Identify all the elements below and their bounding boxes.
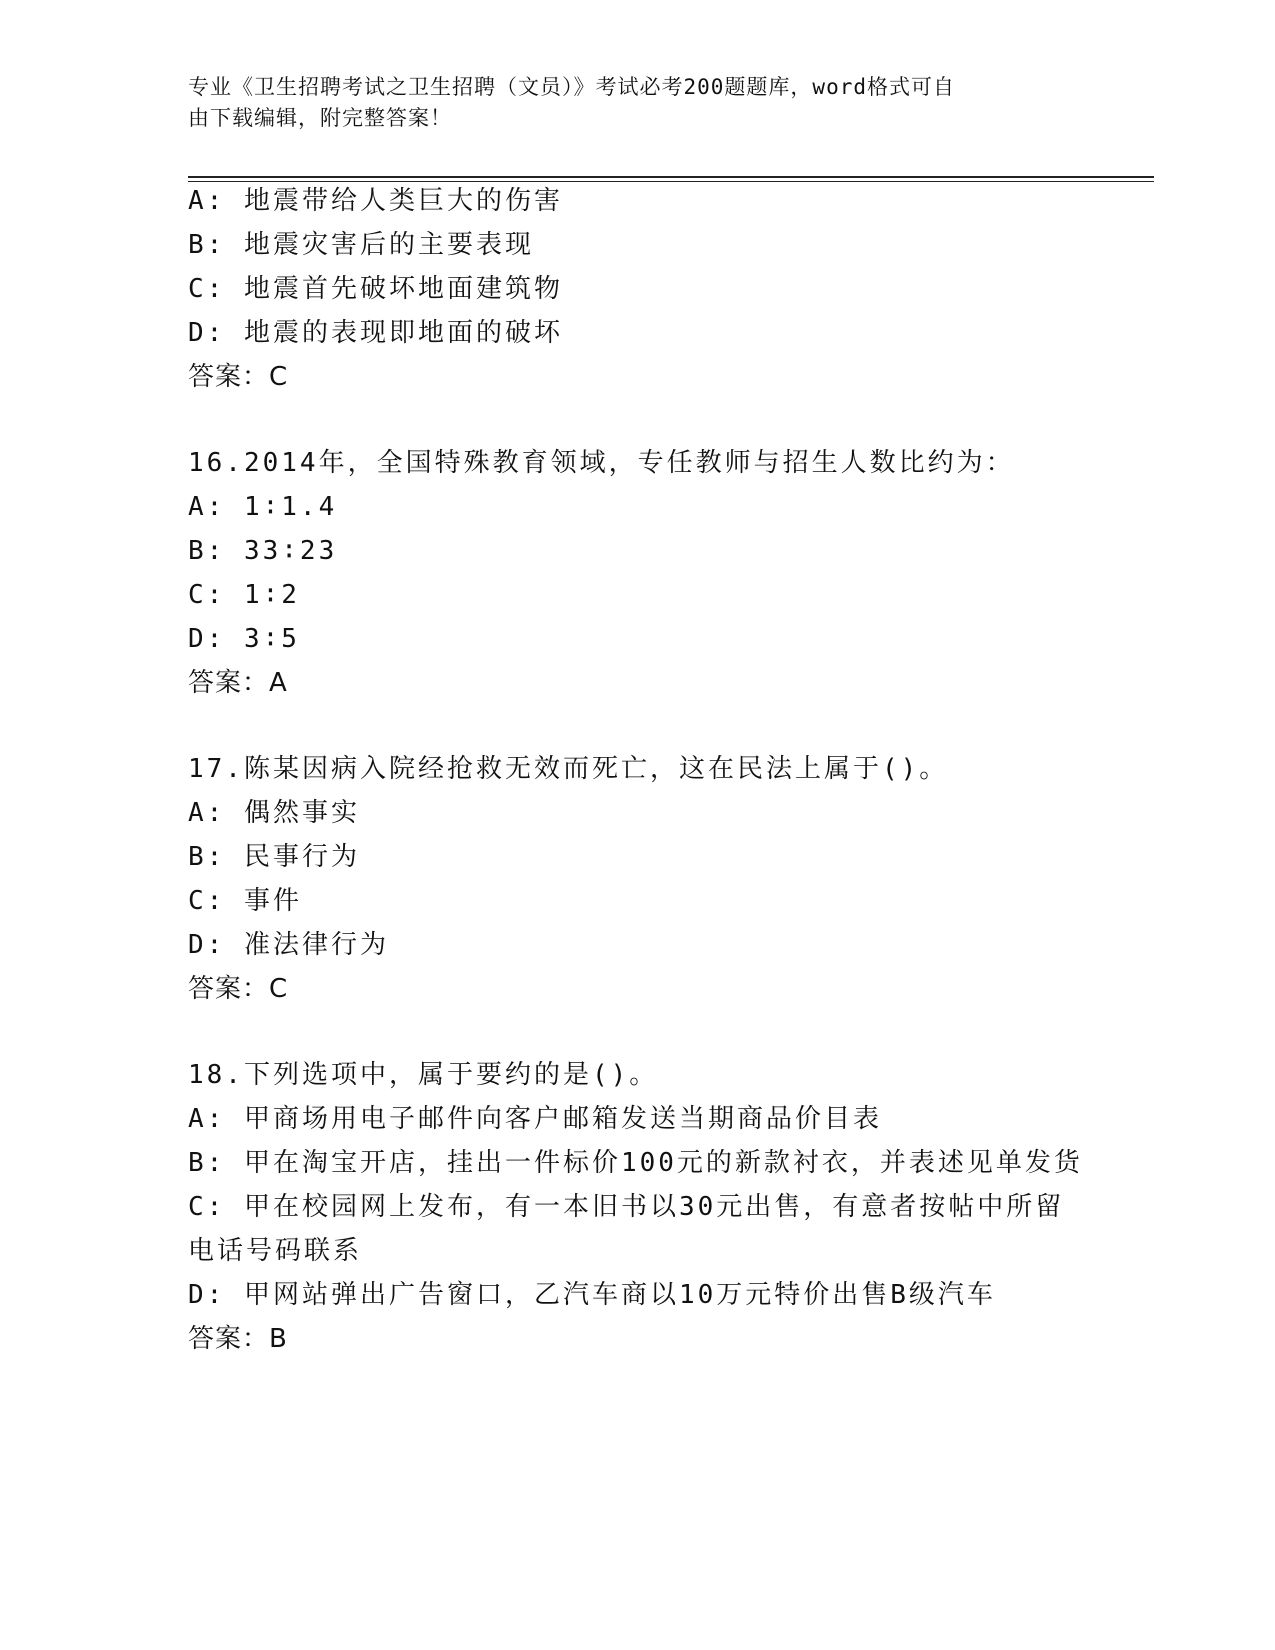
q17-stem: 17.陈某因病入院经抢救无效而死亡，这在民法上属于()。 xyxy=(188,754,949,784)
q17-option-c: C: 事件 xyxy=(188,886,302,916)
q17-option-d: D: 准法律行为 xyxy=(188,930,389,960)
q18-option-c: C: 甲在校园网上发布，有一本旧书以30元出售，有意者按帖中所留 xyxy=(188,1192,1065,1222)
q15-option-b: B: 地震灾害后的主要表现 xyxy=(188,230,534,260)
q15-option-c: C: 地震首先破坏地面建筑物 xyxy=(188,274,563,304)
q16-option-d: D: 3∶5 xyxy=(188,624,300,654)
q16-option-b: B: 33∶23 xyxy=(188,536,338,566)
q18-option-d: D: 甲网站弹出广告窗口，乙汽车商以10万元特价出售B级汽车 xyxy=(188,1280,996,1310)
q16-option-c: C: 1∶2 xyxy=(188,580,300,610)
q18-option-a: A: 甲商场用电子邮件向客户邮箱发送当期商品价目表 xyxy=(188,1104,882,1134)
q18-answer: 答案：B xyxy=(188,1324,288,1354)
q16-answer: 答案：A xyxy=(188,668,288,698)
q16-stem: 16.2014年，全国特殊教育领域，专任教师与招生人数比约为： xyxy=(188,448,1015,478)
q18-option-c-continued: 电话号码联系 xyxy=(188,1236,363,1266)
header-line-2: 由下载编辑，附完整答案！ xyxy=(188,106,452,130)
header-divider xyxy=(188,176,1154,182)
q17-option-b: B: 民事行为 xyxy=(188,842,360,872)
header-line-1: 专业《卫生招聘考试之卫生招聘（文员）》考试必考200题题库，word格式可自 xyxy=(188,75,955,99)
q18-option-b: B: 甲在淘宝开店，挂出一件标价100元的新款衬衣，并表述见单发货 xyxy=(188,1148,1083,1178)
q15-option-d: D: 地震的表现即地面的破坏 xyxy=(188,318,563,348)
q15-option-a: A: 地震带给人类巨大的伤害 xyxy=(188,186,563,216)
q18-stem: 18.下列选项中，属于要约的是()。 xyxy=(188,1060,659,1090)
q17-option-a: A: 偶然事实 xyxy=(188,798,360,828)
q15-answer: 答案：C xyxy=(188,362,289,392)
q17-answer: 答案：C xyxy=(188,974,289,1004)
q16-option-a: A: 1∶1.4 xyxy=(188,492,338,522)
document-header xyxy=(188,72,1088,134)
